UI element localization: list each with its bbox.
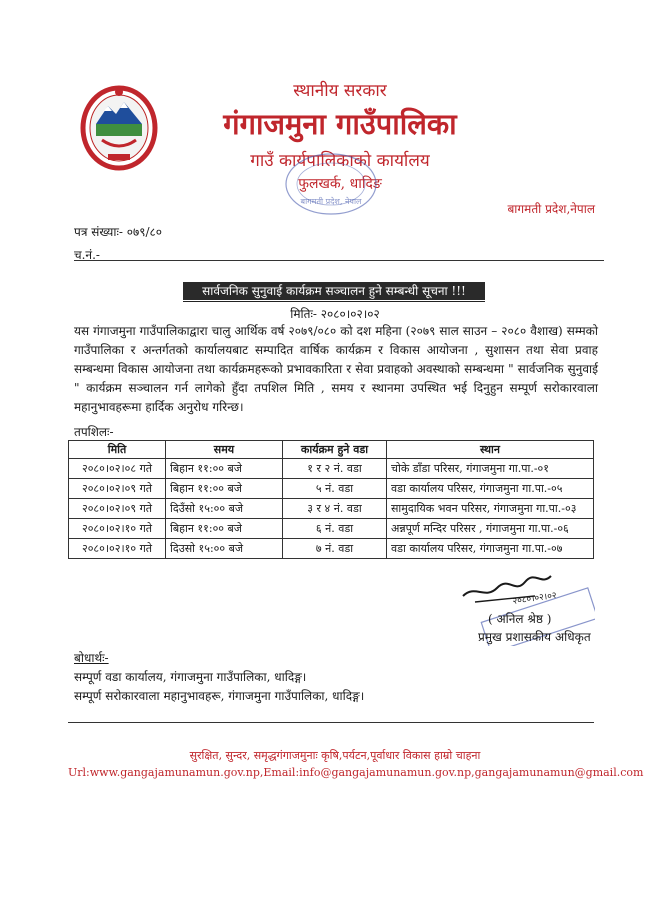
cc-label: बोधार्थः- [74,651,109,665]
cell-venue: सामुदायिक भवन परिसर, गंगाजमुना गा.पा.-०३ [387,499,594,519]
cell-time: दिउसो १५:०० बजे [166,539,283,559]
table-row [69,539,594,559]
cell-date: २०८०।०२।०९ गते [69,479,166,499]
cell-ward: ५ नं. वडा [283,479,387,499]
header-venue: स्थान [387,441,594,459]
cc-item: सम्पूर्ण सरोकारवाला महानुभावहरू, गंगाजमुना गाउँपालिका, धादिङ्ग। [74,689,365,703]
footer-slogan: सुरक्षित, सुन्दर, समृद्धगंगाजमुनाः कृषि,पर्यटन,पूर्वाधार विकास हाम्रो चाहना [189,749,481,762]
subject-underline [183,301,485,302]
signatory-title: प्रमुख प्रशासकीय अधिकृत [478,630,591,644]
details-label: तपशिलः- [74,425,114,439]
cell-venue: चोके डाँडा परिसर, गंगाजमुना गा.पा.-०१ [387,459,594,479]
cell-ward: ७ नं. वडा [283,539,387,559]
municipality-name: गंगाजमुना गाउँपालिका [223,107,457,141]
cell-time: बिहान ११:०० बजे [166,459,283,479]
cell-venue: वडा कार्यालय परिसर, गंगाजमुना गा.पा.-०५ [387,479,594,499]
cell-venue: वडा कार्यालय परिसर, गंगाजमुना गा.पा.-०७ [387,539,594,559]
header-divider [74,260,604,261]
notice-subject: सार्वजनिक सुनुवाई कार्यक्रम सञ्चालन हुने सम्बन्धी सूचना !!! [183,282,485,300]
header-ward: कार्यक्रम हुने वडा [283,441,387,459]
cell-date: २०८०।०२।०८ गते [69,459,166,479]
cell-time: बिहान ११:०० बजे [166,479,283,499]
header-time: समय [166,441,283,459]
table-row [69,479,594,499]
cell-date: २०८०।०२।१० गते [69,539,166,559]
cell-date: २०८०।०२।१० गते [69,519,166,539]
local-government-heading: स्थानीय सरकार [293,81,387,101]
nepal-emblem-icon [78,82,160,172]
cell-date: २०८०।०२।०९ गते [69,499,166,519]
table-header-row [69,441,594,459]
province-text: बागमती प्रदेश,नेपाल [507,202,595,216]
cell-venue: अन्नपूर्ण मन्दिर परिसर , गंगाजमुना गा.पा.-०६ [387,519,594,539]
office-name: गाउँ कार्यपालिकाको कार्यालय [250,151,430,171]
reference-number: पत्र संख्याः- ०७९/८० [74,225,162,239]
handwritten-date: २०८०।०२।०२ [512,590,558,607]
header-date: मिति [69,441,166,459]
office-location: फुलखर्क, धादिङ [298,176,382,192]
office-stamp [282,150,380,218]
schedule-table [68,440,594,559]
cell-ward: ६ नं. वडा [283,519,387,539]
stamp-text: बागमती प्रदेश, नेपाल [300,197,362,206]
signatory-name: ( अनिल श्रेष्ठ ) [488,612,552,626]
cell-time: बिहान ११:०० बजे [166,519,283,539]
cell-ward: १ र २ नं. वडा [283,459,387,479]
table-row [69,459,594,479]
footer-divider [68,722,594,723]
footer-contact: Url:www.gangajamunamun.gov.np,Email:info@gangajamunamun.gov.np,gangajamunamun@gmail.com [68,766,644,779]
cell-ward: ३ र ४ नं. वडा [283,499,387,519]
table-row [69,519,594,539]
cc-item: सम्पूर्ण वडा कार्यालय, गंगाजमुना गाउँपालिका, धादिङ्ग। [74,670,307,684]
table-row [69,499,594,519]
notice-date: मितिः- २०८०।०२।०२ [290,307,380,321]
notice-body: यस गंगाजमुना गाउँपालिकाद्वारा चालु आर्थिक वर्ष २०७९/०८० को दश महिना (२०७९ साल साउन – २०८० वैशाख) सम्मको गाउँपालिका र अन्तर्गतको कार्यालयबाट सम्पादित वार्षिक कार्यक्रम र विकास आयोजना , सुशासन तथा सेवा प्रवाह सम्बन्धमा विकास आयोजना तथा कार्यक्रमहरूको प्रभावकारिता र सेवा प्रवाहको अवस्थाको सम्बन्धमा " सार्वजनिक सुनुवाई " कार्यक्रम सञ्चालन गर्न लागेको हुँदा तपशिल मिति , समय र स्थानमा उपस्थित भई दिनुहुन सम्पूर्ण सरोकारवाला महानुभावहरूमा हार्दिक अनुरोध गरिन्छ। [74,324,598,414]
dispatch-number: च.नं.- [74,248,100,262]
cell-time: दिउँसो १५:०० बजे [166,499,283,519]
